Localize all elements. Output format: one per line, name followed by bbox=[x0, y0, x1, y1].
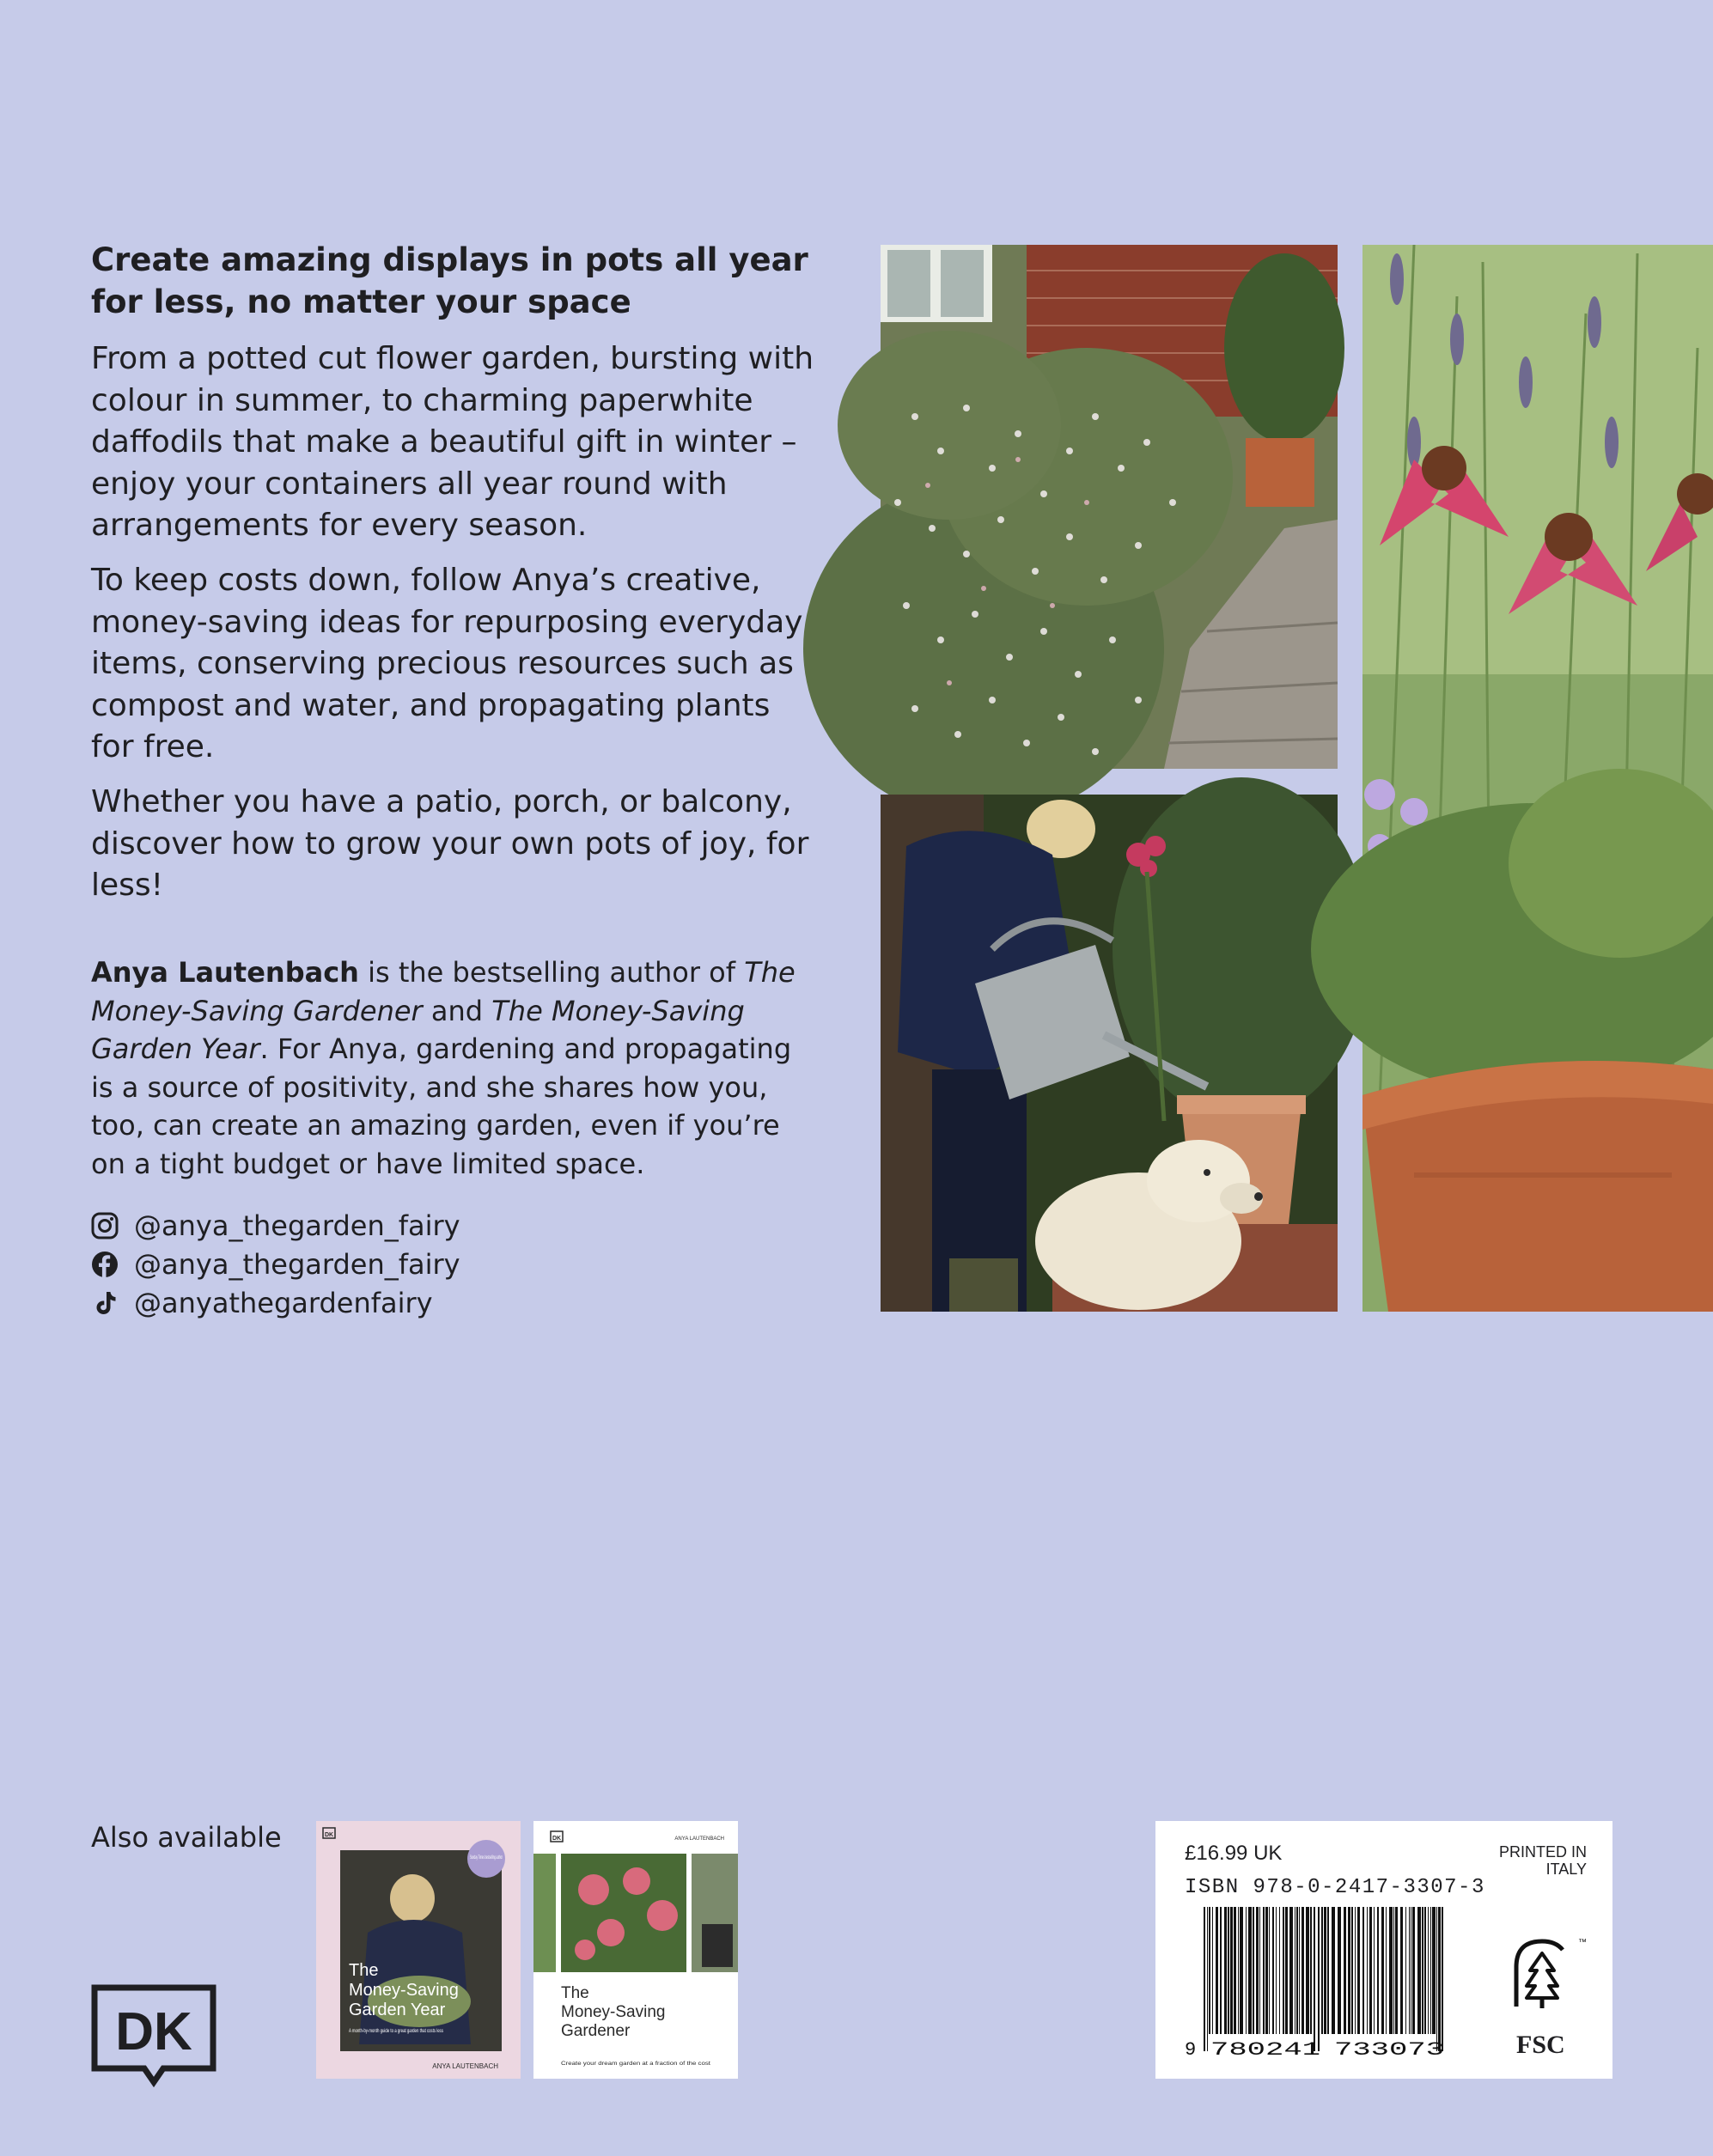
svg-text:Gardener: Gardener bbox=[561, 2022, 631, 2040]
barcode-bar bbox=[1318, 1907, 1320, 2051]
barcode-bar bbox=[1362, 1907, 1364, 2034]
barcode-bar bbox=[1436, 1907, 1437, 2051]
barcode-first-digit: 9 bbox=[1185, 2039, 1197, 2061]
barcode-bar bbox=[1377, 1907, 1379, 2034]
barcode-bar bbox=[1409, 1907, 1410, 2034]
svg-text:Garden Year: Garden Year bbox=[349, 2001, 446, 2019]
barcode-bar bbox=[1417, 1907, 1421, 2034]
svg-text:The: The bbox=[349, 1961, 379, 1980]
barcode-bar bbox=[1424, 1907, 1426, 2034]
barcode-bar bbox=[1285, 1907, 1288, 2034]
photo-author-watering bbox=[881, 795, 1338, 1312]
barcode-bar bbox=[1324, 1907, 1326, 2034]
barcode-bar bbox=[1256, 1907, 1259, 2034]
barcode-bars bbox=[1204, 1907, 1443, 2051]
book-cover-money-saving-gardener[interactable] bbox=[533, 1821, 738, 2079]
barcode-bar bbox=[1310, 1907, 1312, 2034]
svg-text:A month-by-month guide to a gr: A month-by-month guide to a great garden that costs less bbox=[349, 2029, 443, 2034]
barcode-bar bbox=[1351, 1907, 1353, 2034]
barcode-bar bbox=[1422, 1907, 1423, 2034]
fsc-label: FSC bbox=[1516, 2031, 1565, 2059]
barcode-bar bbox=[1228, 1907, 1229, 2034]
also-available-label: Also available bbox=[91, 1821, 282, 1854]
description-paragraph-1: From a potted cut flower garden, bursting with colour in summer, to charming paperwhite daffodils that make a beautiful gift in winter – enjoy your containers all year round with arrangements for every season. bbox=[91, 341, 814, 543]
barcode-bar bbox=[1438, 1907, 1441, 2051]
barcode-bar bbox=[1269, 1907, 1270, 2034]
barcode-bar bbox=[1428, 1907, 1429, 2034]
svg-text:ANYA LAUTENBACH: ANYA LAUTENBACH bbox=[674, 1836, 724, 1842]
book-cover-garden-year[interactable] bbox=[316, 1821, 521, 2079]
dk-logo bbox=[91, 1984, 216, 2086]
photo-echinacea-pot bbox=[1362, 245, 1713, 1312]
tiktok-handle[interactable]: @anyathegardenfairy bbox=[134, 1287, 433, 1319]
barcode-bar bbox=[1338, 1907, 1341, 2034]
barcode-bar bbox=[1386, 1907, 1387, 2034]
barcode-bar bbox=[1369, 1907, 1372, 2034]
barcode-bar bbox=[1224, 1907, 1227, 2034]
barcode-left-digits: 780241 bbox=[1210, 2039, 1320, 2061]
barcode-bar bbox=[1296, 1907, 1298, 2034]
barcode-bar bbox=[1389, 1907, 1393, 2034]
svg-text:ANYA LAUTENBACH: ANYA LAUTENBACH bbox=[432, 2062, 498, 2070]
bio-book-title-1: The Money-Saving Gardener bbox=[91, 956, 796, 1027]
barcode-bar bbox=[1348, 1907, 1350, 2034]
instagram-icon bbox=[91, 1212, 119, 1239]
instagram-handle[interactable]: @anya_thegarden_fairy bbox=[134, 1209, 460, 1242]
barcode-bar bbox=[1209, 1907, 1210, 2034]
barcode-panel bbox=[1155, 1821, 1612, 2079]
barcode-bar bbox=[1238, 1907, 1239, 2034]
social-instagram[interactable] bbox=[91, 1209, 460, 1243]
barcode-bar bbox=[1395, 1907, 1398, 2034]
price: £16.99 UK bbox=[1185, 1842, 1283, 1865]
barcode-bar bbox=[1212, 1907, 1213, 2034]
barcode-bar bbox=[1283, 1907, 1284, 2034]
description-paragraph-3: Whether you have a patio, porch, or balcony, discover how to grow your own pots of joy, for less! bbox=[91, 784, 809, 903]
barcode-bar bbox=[1263, 1907, 1265, 2034]
bestseller-badge: Sunday Times bestselling author bbox=[470, 1855, 503, 1861]
svg-text:DK: DK bbox=[324, 1832, 334, 1838]
barcode-bar bbox=[1393, 1907, 1394, 2034]
barcode-bar bbox=[1430, 1907, 1431, 2034]
printed-in: PRINTED IN ITALY bbox=[1498, 1843, 1587, 1878]
fsc-trademark: ™ bbox=[1578, 1938, 1587, 1947]
barcode-bar bbox=[1432, 1907, 1436, 2034]
barcode-bar bbox=[1374, 1907, 1375, 2034]
tiktok-icon bbox=[91, 1289, 119, 1317]
isbn: ISBN 978-0-2417-3307-3 bbox=[1185, 1876, 1485, 1899]
barcode-bar bbox=[1246, 1907, 1247, 2034]
barcode-bar bbox=[1367, 1907, 1368, 2034]
barcode-bar bbox=[1265, 1907, 1268, 2034]
author-name: Anya Lautenbach bbox=[91, 956, 359, 989]
barcode-bar bbox=[1357, 1907, 1360, 2034]
barcode-bar bbox=[1248, 1907, 1252, 2034]
barcode-bar bbox=[1276, 1907, 1277, 2034]
barcode-bar bbox=[1240, 1907, 1243, 2034]
description-paragraph-2: To keep costs down, follow Anya’s creative, money-saving ideas for repurposing everyday items, conserving precious resources such as compost and water, and propagating plants for free. bbox=[91, 563, 803, 764]
social-tiktok[interactable] bbox=[91, 1286, 433, 1320]
barcode-bar bbox=[1314, 1907, 1315, 2051]
barcode-bar bbox=[1344, 1907, 1346, 2034]
barcode-right-digits: 733073 bbox=[1334, 2039, 1444, 2061]
svg-text:The: The bbox=[561, 1984, 589, 2002]
barcode-bar bbox=[1381, 1907, 1384, 2034]
barcode-bar bbox=[1321, 1907, 1323, 2034]
svg-text:Money-Saving: Money-Saving bbox=[561, 2003, 666, 2021]
photo-erigeron-path bbox=[881, 245, 1338, 769]
dk-logo-text: DK bbox=[115, 2002, 192, 2062]
barcode-bar bbox=[1400, 1907, 1403, 2034]
barcode-bar bbox=[1216, 1907, 1218, 2034]
barcode-bar bbox=[1442, 1907, 1443, 2051]
barcode-bar bbox=[1259, 1907, 1260, 2034]
barcode-bar bbox=[1204, 1907, 1205, 2051]
fsc-tree-icon bbox=[1499, 1933, 1585, 2012]
facebook-icon bbox=[91, 1251, 119, 1278]
barcode-bar bbox=[1207, 1907, 1208, 2051]
barcode-bar bbox=[1272, 1907, 1274, 2034]
barcode bbox=[1185, 1907, 1458, 2061]
barcode-bar bbox=[1412, 1907, 1415, 2034]
social-facebook[interactable] bbox=[91, 1247, 460, 1282]
barcode-bar bbox=[1253, 1907, 1254, 2034]
barcode-bar bbox=[1327, 1907, 1329, 2034]
barcode-bar bbox=[1220, 1907, 1222, 2034]
svg-text:Create your dream garden at a: Create your dream garden at a fraction of the cost bbox=[561, 2062, 711, 2067]
barcode-bar bbox=[1355, 1907, 1356, 2034]
author-bio: Anya Lautenbach is the bestselling author of The Money-Saving Gardener and The Money-Saving Garden Year. For Anya, gardening and propagating is a source of positivity, and she shares how you, too, can create an amazing garden, even if you’re on a tight budget or have limited space. bbox=[91, 956, 796, 1180]
barcode-bar bbox=[1405, 1907, 1406, 2034]
barcode-bar bbox=[1332, 1907, 1335, 2034]
facebook-handle[interactable]: @anya_thegarden_fairy bbox=[134, 1248, 460, 1281]
barcode-bar bbox=[1230, 1907, 1233, 2034]
barcode-bar bbox=[1289, 1907, 1293, 2034]
barcode-bar bbox=[1279, 1907, 1280, 2034]
barcode-bar bbox=[1306, 1907, 1309, 2034]
barcode-bar bbox=[1234, 1907, 1236, 2034]
barcode-bar bbox=[1302, 1907, 1304, 2034]
back-cover-headline: Create amazing displays in pots all year for less, no matter your space bbox=[91, 241, 808, 320]
bio-book-title-2: The Money-Saving Garden Year bbox=[91, 994, 745, 1065]
svg-text:Money-Saving: Money-Saving bbox=[349, 1981, 459, 2000]
svg-text:DK: DK bbox=[552, 1836, 562, 1842]
barcode-bar bbox=[1299, 1907, 1300, 2034]
